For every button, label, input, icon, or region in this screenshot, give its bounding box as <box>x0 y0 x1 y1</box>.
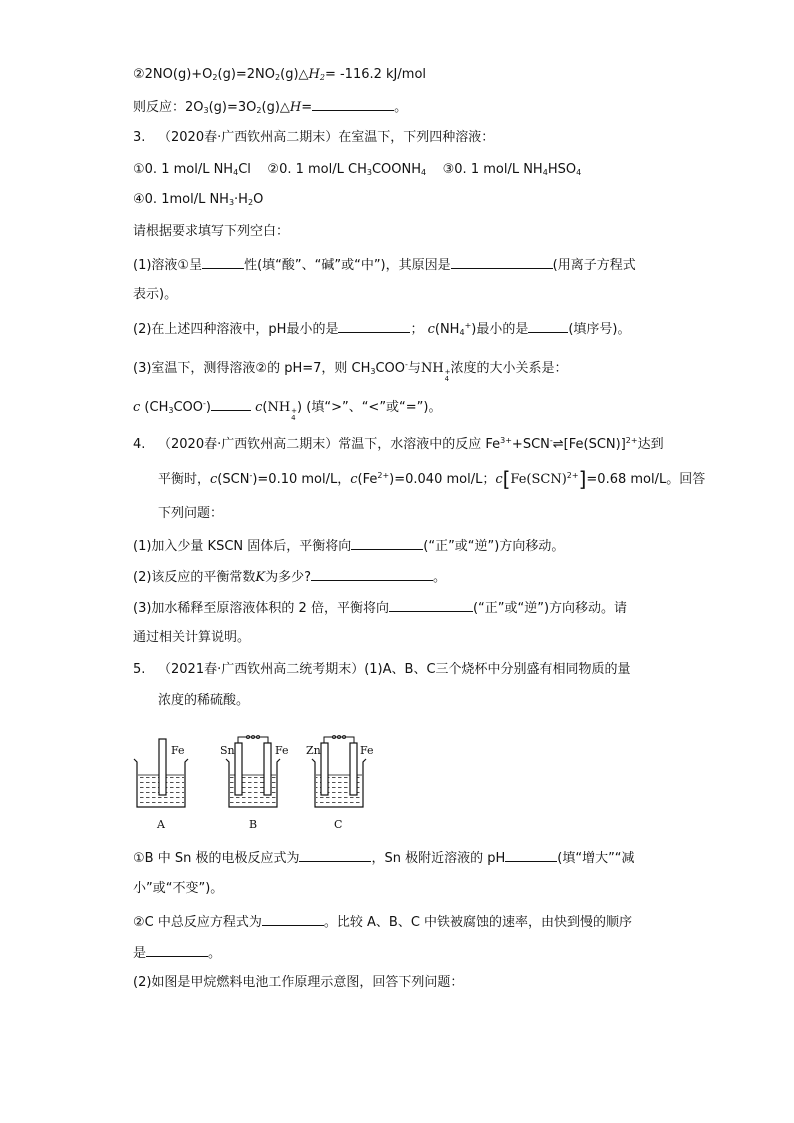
label-c: C <box>334 818 343 831</box>
beaker-b <box>220 735 289 831</box>
answer-blank[interactable] <box>351 536 423 550</box>
solution-list-1: ①0. 1 mol/L $NH_4Cl$ ②0. 1 mol/L $CH_3COONH_4$ ③0. 1 mol/L $NH_4HSO_4$ <box>133 162 582 177</box>
answer-blank[interactable] <box>389 598 473 612</box>
label-a: A <box>157 818 165 831</box>
reaction-2-line: $②2NO(g)+O_2(g)=2NO_2(g)\triangle H_2= -116.2$ kJ/mol <box>133 67 427 82</box>
q4-part1: (1)加入少量 KSCN 固体后，平衡将向 (“正”或“逆”)方向移动。 <box>133 536 564 556</box>
answer-blank[interactable] <box>505 848 557 862</box>
sn-label: Sn <box>220 744 235 757</box>
q3-part1: (1)溶液①呈 性(填“酸”、“碱”或“中”)，其原因是 (用离子方程式 <box>133 255 636 275</box>
q3-part2: (2)在上述四种溶液中，pH最小的是 ； $c(NH_4^+)$最小的是 (填序号)。 <box>133 321 631 337</box>
answer-blank[interactable] <box>312 97 394 111</box>
circled-number: ② <box>133 67 145 82</box>
solution-list-2: ④0. 1mol/L $NH_3\cdot H_2O$ <box>133 192 264 207</box>
q3-part3-compare: c $(CH_3COO^-)$ c(NH + 4 ) (填“>”、“<”或“=”)。 <box>133 399 442 422</box>
fe-label-b: Fe <box>275 744 289 757</box>
answer-blank[interactable] <box>338 319 410 333</box>
answer-blank[interactable] <box>528 319 568 333</box>
answer-blank[interactable] <box>146 943 208 957</box>
q5-part1-a-cont: 小”或“不变”)。 <box>133 881 224 896</box>
q5-part1-a: ①B 中 Sn 极的电极反应式为 ，Sn 极附近溶液的 pH (填“增大”“减 <box>133 848 635 868</box>
q4-equilibrium-conc: 平衡时，c(SCN-)=0.10 mol/L，$c(Fe^{2+})=0.040$ mol/L；c[Fe(SCN)$^{2+}$]=0.68 mol/L。回答 <box>158 467 706 491</box>
q3-part1-cont: 表示)。 <box>133 287 178 302</box>
q5-stem-cont: 浓度的稀硫酸。 <box>158 693 250 708</box>
answer-blank[interactable] <box>211 397 251 411</box>
fe-electrode-b <box>264 743 271 795</box>
q4-part2: (2)该反应的平衡常数K为多少? 。 <box>133 567 446 587</box>
zn-electrode <box>321 743 328 795</box>
label-b: B <box>249 818 258 831</box>
sn-electrode <box>235 743 242 795</box>
question-5-stem: 5. （2021春·广西钦州高二统考期末）(1)A、B、C三个烧杯中分别盛有相同物质的量 <box>133 662 631 677</box>
q4-intro: 下列问题： <box>158 506 224 521</box>
question-3-stem: 3. （2020春·广西钦州高二期末）在室温下，下列四种溶液： <box>133 130 495 145</box>
fe-electrode-c <box>350 743 357 795</box>
answer-blank[interactable] <box>299 848 371 862</box>
question-number: 3. <box>133 130 146 145</box>
beaker-a <box>134 739 188 831</box>
target-reaction-line: 则反应：$2O_3(g)=3O_2(g)\triangle H=$ 。 <box>133 97 407 120</box>
q3-part3: (3)室温下，测得溶液②的 pH=7，则 $CH_3COO^-$与NH + 4 浓度的大小关系是： <box>133 360 568 383</box>
zn-label: Zn <box>306 744 321 757</box>
question-number: 4. <box>133 437 146 452</box>
instruction-line: 请根据要求填写下列空白： <box>133 224 290 239</box>
fe-electrode-a <box>159 739 166 795</box>
q4-part3: (3)加水稀释至原溶液体积的 2 倍，平衡将向 (“正”或“逆”)方向移动。请 <box>133 598 627 618</box>
answer-blank[interactable] <box>451 255 553 269</box>
answer-blank[interactable] <box>202 255 244 269</box>
question-4-stem: 4. （2020春·广西钦州高二期末）常温下，水溶液中的反应 $Fe^{3+}+SCN^-\rightleftharpoons[Fe(SCN)]^{2+}$达到 <box>133 436 664 452</box>
q5-part1-b: ②C 中总反应方程式为 。比较 A、B、C 中铁被腐蚀的速率，由快到慢的顺序 <box>133 912 632 932</box>
beaker-c <box>306 735 374 831</box>
q5-part1-b-cont: 是 。 <box>133 943 221 963</box>
beaker-figure <box>128 735 388 835</box>
answer-blank[interactable] <box>262 912 324 926</box>
question-number: 5. <box>133 662 146 677</box>
q5-part2: (2)如图是甲烷燃料电池工作原理示意图，回答下列问题： <box>133 975 464 990</box>
fe-label-a: Fe <box>171 744 185 757</box>
q4-part3-cont: 通过相关计算说明。 <box>133 630 251 645</box>
fe-label-c: Fe <box>360 744 374 757</box>
answer-blank[interactable] <box>311 567 433 581</box>
